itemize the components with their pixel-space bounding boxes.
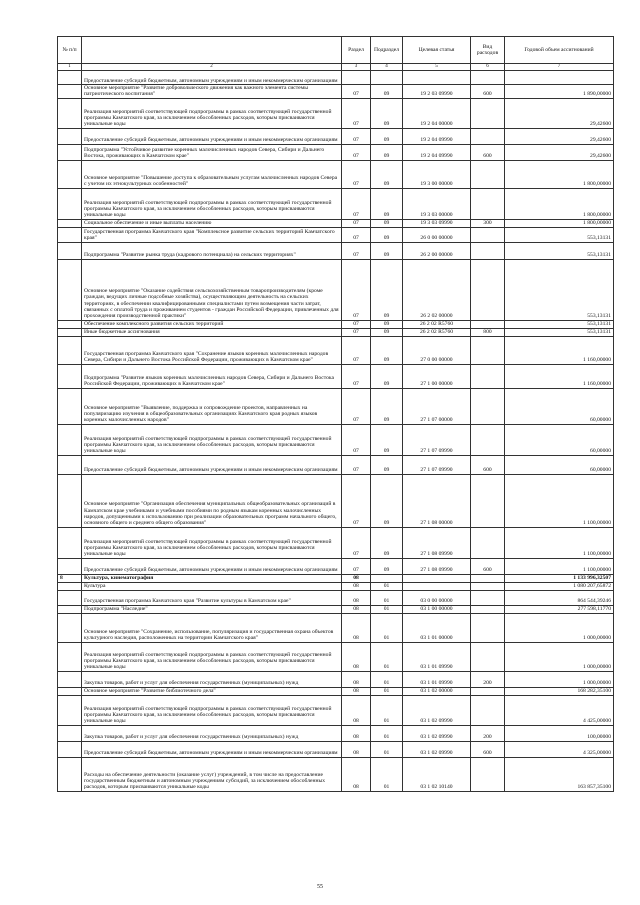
row-number-cell bbox=[58, 671, 82, 687]
col-header-amount: Годовой объем ассигнований bbox=[505, 37, 614, 64]
row-section-cell: 07 bbox=[342, 160, 371, 188]
row-amount-cell: 60,00000 bbox=[505, 455, 614, 474]
col-number: 5 bbox=[403, 64, 471, 71]
row-amount-cell: 553,13131 bbox=[505, 227, 614, 242]
table-row bbox=[58, 671, 614, 687]
row-expense-type-cell bbox=[471, 364, 505, 388]
row-amount-cell: 4 325,00000 bbox=[505, 741, 614, 757]
row-amount-cell: 60,00000 bbox=[505, 424, 614, 455]
col-number: 2 bbox=[82, 64, 342, 71]
row-name-cell: Реализация мероприятий соответствующей подпрограммы в рамках соответствующей государственной программы Камчатского края, за исключением обособленных расходов, которым присваиваются уникальные коды bbox=[82, 424, 342, 455]
row-subsection-cell: 01 bbox=[371, 590, 403, 605]
row-number-cell bbox=[58, 757, 82, 791]
row-section-cell: 08 bbox=[342, 590, 371, 605]
row-name-cell: Культура bbox=[82, 582, 342, 590]
row-target-article-cell: 19 2 03 09990 bbox=[403, 85, 471, 99]
row-expense-type-cell bbox=[471, 336, 505, 364]
row-name-cell: Основное мероприятие "Оказание содействия сельскохозяйственным товаропроизводителям (кроме граждан, ведущих личные подсобные хозяйства), осуществляющим деятельность на сельских территориях, в обеспечении квалифицированными специалистами путем возмещения части затрат, связанных с оплатой труда и проживанием студентов - граждан Российской Федерации, привлеченных для прохождения производственной практики" bbox=[82, 259, 342, 320]
row-name-cell: Основное мероприятие "Сохранение, использование, популяризация и государственная охрана объектов культурного наследия, расположенных на территории Камчатского края" bbox=[82, 613, 342, 642]
col-number: 6 bbox=[471, 64, 505, 71]
row-target-article-cell: 27 1 07 00000 bbox=[403, 388, 471, 424]
row-expense-type-cell bbox=[471, 605, 505, 613]
row-number-cell bbox=[58, 725, 82, 741]
row-section-cell: 07 bbox=[342, 188, 371, 219]
budget-table bbox=[57, 36, 614, 792]
table-row bbox=[58, 160, 614, 188]
row-number-cell bbox=[58, 259, 82, 320]
row-amount-cell: 1 100,00000 bbox=[505, 474, 614, 527]
table-row bbox=[58, 328, 614, 336]
row-name-cell: Государственная программа Камчатского края "Комплексное развитие сельских территорий Камчатского края" bbox=[82, 227, 342, 242]
table-row bbox=[58, 642, 614, 671]
row-section-cell: 07 bbox=[342, 328, 371, 336]
row-target-article-cell: 19 2 04 09990 bbox=[403, 144, 471, 160]
row-target-article-cell: 27 0 00 00000 bbox=[403, 336, 471, 364]
column-number-row bbox=[58, 64, 614, 71]
row-amount-cell: 277 598,11770 bbox=[505, 605, 614, 613]
row-amount-cell: 1 160,00000 bbox=[505, 364, 614, 388]
row-target-article-cell: 03 1 00 00000 bbox=[403, 605, 471, 613]
row-subsection-cell: 01 bbox=[371, 613, 403, 642]
table-row bbox=[58, 85, 614, 99]
row-section-cell: 08 bbox=[342, 671, 371, 687]
row-subsection-cell: 09 bbox=[371, 98, 403, 128]
row-expense-type-cell: 600 bbox=[471, 144, 505, 160]
row-amount-cell: 1 890,00000 bbox=[505, 85, 614, 99]
row-number-cell bbox=[58, 219, 82, 227]
row-section-cell: 07 bbox=[342, 320, 371, 328]
row-target-article-cell bbox=[403, 574, 471, 582]
row-subsection-cell: 09 bbox=[371, 227, 403, 242]
row-expense-type-cell bbox=[471, 128, 505, 144]
row-name-cell: Государственная программа Камчатского края "Сохранение языков коренных малочисленных народов Севера, Сибири и Дальнего Востока Российской Федерации, проживающих в Камчатском крае" bbox=[82, 336, 342, 364]
row-name-cell: Основное мероприятие "Организация обеспечения муниципальных общеобразовательных организаций в Камчатском крае учебниками и учебными пособиями по родным языкам коренных малочисленных народов, допущенными к использованию при реализации образовательных программ начального общего, основного общего и среднего общего образования" bbox=[82, 474, 342, 527]
row-section-cell: 07 bbox=[342, 455, 371, 474]
row-subsection-cell: 09 bbox=[371, 328, 403, 336]
row-section-cell: 07 bbox=[342, 144, 371, 160]
row-section-cell: 08 bbox=[342, 757, 371, 791]
table-row bbox=[58, 128, 614, 144]
row-expense-type-cell bbox=[471, 160, 505, 188]
row-name-cell: Реализация мероприятий соответствующей подпрограммы в рамках соответствующей государственной программы Камчатского края, за исключением обособленных расходов, которым присваиваются уникальные коды bbox=[82, 527, 342, 558]
row-name-cell: Предоставление субсидий бюджетным, автономным учреждениям и иным некоммерческим организациям bbox=[82, 558, 342, 574]
row-name-cell: Расходы на обеспечение деятельности (оказание услуг) учреждений, в том числе на предоставление государственным бюджетным и автономным учреждениям субсидий, за исключением обособленных расходов, которым присваиваются уникальные коды bbox=[82, 757, 342, 791]
row-number-cell bbox=[58, 98, 82, 128]
row-amount-cell: 1 160,00000 bbox=[505, 336, 614, 364]
row-number-cell bbox=[58, 582, 82, 590]
row-expense-type-cell bbox=[471, 242, 505, 259]
row-expense-type-cell: 800 bbox=[471, 328, 505, 336]
row-amount-cell: 1 000,00000 bbox=[505, 642, 614, 671]
row-subsection-cell: 09 bbox=[371, 188, 403, 219]
row-name-cell: Закупка товаров, работ и услуг для обеспечения государственных (муниципальных) нужд bbox=[82, 671, 342, 687]
row-subsection-cell: 09 bbox=[371, 219, 403, 227]
row-section-cell: 08 bbox=[342, 613, 371, 642]
row-expense-type-cell bbox=[471, 757, 505, 791]
col-header-number: № п/п bbox=[58, 37, 82, 64]
row-expense-type-cell bbox=[471, 695, 505, 725]
row-name-cell: Предоставление субсидий бюджетным, автономным учреждениям и иным некоммерческим организациям bbox=[82, 128, 342, 144]
row-expense-type-cell bbox=[471, 98, 505, 128]
row-section-cell: 07 bbox=[342, 558, 371, 574]
row-section-cell: 07 bbox=[342, 474, 371, 527]
row-section-cell: 07 bbox=[342, 424, 371, 455]
row-amount-cell: 1 800,00000 bbox=[505, 219, 614, 227]
row-expense-type-cell bbox=[471, 590, 505, 605]
row-amount-cell: 1 100,00000 bbox=[505, 558, 614, 574]
table-row bbox=[58, 219, 614, 227]
row-expense-type-cell bbox=[471, 613, 505, 642]
table-row bbox=[58, 741, 614, 757]
row-target-article-cell bbox=[403, 582, 471, 590]
row-number-cell bbox=[58, 364, 82, 388]
row-name-cell: Предоставление субсидий бюджетным, автономным учреждениям и иным некоммерческим организациям bbox=[82, 455, 342, 474]
row-name-cell: Основное мероприятие "Развитие библиотечного дела" bbox=[82, 687, 342, 695]
row-subsection-cell: 09 bbox=[371, 259, 403, 320]
row-name-cell: Подпрограмма "Развитие рынка труда (кадрового потенциала) на сельских территориях" bbox=[82, 242, 342, 259]
row-section-cell bbox=[342, 71, 371, 85]
table-row bbox=[58, 320, 614, 328]
row-number-cell bbox=[58, 605, 82, 613]
row-number-cell bbox=[58, 424, 82, 455]
row-subsection-cell bbox=[371, 71, 403, 85]
row-target-article-cell: 03 1 01 09990 bbox=[403, 671, 471, 687]
row-target-article-cell: 27 1 00 00000 bbox=[403, 364, 471, 388]
row-subsection-cell: 09 bbox=[371, 242, 403, 259]
row-subsection-cell: 09 bbox=[371, 558, 403, 574]
row-amount-cell: 553,13131 bbox=[505, 242, 614, 259]
row-section-cell: 08 bbox=[342, 582, 371, 590]
row-amount-cell: 1 080 207,65872 bbox=[505, 582, 614, 590]
row-section-cell: 07 bbox=[342, 85, 371, 99]
row-number-cell bbox=[58, 144, 82, 160]
row-name-cell: Подпрограмма "Устойчивое развитие коренных малочисленных народов Севера, Сибири и Дальнего Востока, проживающих в Камчатском крае" bbox=[82, 144, 342, 160]
row-number-cell bbox=[58, 474, 82, 527]
row-amount-cell: 100,00000 bbox=[505, 725, 614, 741]
table-row bbox=[58, 558, 614, 574]
table-row bbox=[58, 364, 614, 388]
row-name-cell: Государственная программа Камчатского края "Развитие культуры в Камчатском крае" bbox=[82, 590, 342, 605]
row-amount-cell: 163 857,35100 bbox=[505, 757, 614, 791]
row-number-cell bbox=[58, 71, 82, 85]
row-amount-cell: 864 544,39246 bbox=[505, 590, 614, 605]
row-expense-type-cell bbox=[471, 388, 505, 424]
row-name-cell: Подпрограмма "Развитие языков коренных малочисленных народов Севера, Сибири и Дальнего Востока Российской Федерации, проживающих в Камчатском крае" bbox=[82, 364, 342, 388]
row-amount-cell bbox=[505, 71, 614, 85]
col-header-name bbox=[82, 37, 342, 64]
row-expense-type-cell bbox=[471, 642, 505, 671]
row-name-cell: Основное мероприятие "Повышение доступа к образовательным услугам малочисленных народов Севера с учетом их этнокультурных особенностей" bbox=[82, 160, 342, 188]
row-subsection-cell bbox=[371, 574, 403, 582]
row-amount-cell: 29,42600 bbox=[505, 98, 614, 128]
row-section-cell: 07 bbox=[342, 259, 371, 320]
row-amount-cell: 553,13131 bbox=[505, 259, 614, 320]
row-name-cell: Обеспечение комплексного развития сельских территорий bbox=[82, 320, 342, 328]
row-section-cell: 08 bbox=[342, 642, 371, 671]
row-target-article-cell: 19 3 03 09990 bbox=[403, 219, 471, 227]
row-target-article-cell: 27 1 08 09990 bbox=[403, 527, 471, 558]
row-subsection-cell: 01 bbox=[371, 605, 403, 613]
table-row bbox=[58, 98, 614, 128]
table-row bbox=[58, 424, 614, 455]
row-target-article-cell bbox=[403, 71, 471, 85]
page-number: 55 bbox=[317, 884, 323, 890]
row-number-cell bbox=[58, 328, 82, 336]
row-amount-cell: 4 425,00000 bbox=[505, 695, 614, 725]
row-subsection-cell: 01 bbox=[371, 725, 403, 741]
row-number-cell bbox=[58, 320, 82, 328]
row-name-cell: Основное мероприятие "Выявление, поддержка и сопровождение проектов, направленных на популяризацию изучения в общеобразовательных организациях Камчатского края родных языков коренных малочисленных народов" bbox=[82, 388, 342, 424]
table-row bbox=[58, 336, 614, 364]
row-target-article-cell: 03 1 02 09990 bbox=[403, 725, 471, 741]
row-expense-type-cell bbox=[471, 227, 505, 242]
row-section-cell: 07 bbox=[342, 527, 371, 558]
row-number-cell bbox=[58, 85, 82, 99]
table-row bbox=[58, 259, 614, 320]
row-section-cell: 07 bbox=[342, 219, 371, 227]
row-section-cell: 07 bbox=[342, 128, 371, 144]
row-expense-type-cell: 200 bbox=[471, 725, 505, 741]
row-expense-type-cell bbox=[471, 188, 505, 219]
row-number-cell bbox=[58, 558, 82, 574]
col-number: 7 bbox=[505, 64, 614, 71]
table-row bbox=[58, 455, 614, 474]
table-row bbox=[58, 590, 614, 605]
row-subsection-cell: 09 bbox=[371, 527, 403, 558]
row-number-cell bbox=[58, 695, 82, 725]
row-number-cell bbox=[58, 128, 82, 144]
row-section-cell: 08 bbox=[342, 687, 371, 695]
row-subsection-cell: 01 bbox=[371, 642, 403, 671]
row-target-article-cell: 03 1 01 00000 bbox=[403, 613, 471, 642]
row-section-cell: 07 bbox=[342, 388, 371, 424]
row-expense-type-cell: 600 bbox=[471, 741, 505, 757]
row-amount-cell: 1 800,00000 bbox=[505, 188, 614, 219]
row-expense-type-cell bbox=[471, 582, 505, 590]
row-name-cell: Закупка товаров, работ и услуг для обеспечения государственных (муниципальных) нужд bbox=[82, 725, 342, 741]
row-section-cell: 07 bbox=[342, 364, 371, 388]
row-subsection-cell: 09 bbox=[371, 128, 403, 144]
row-subsection-cell: 09 bbox=[371, 144, 403, 160]
row-target-article-cell: 19 2 04 09990 bbox=[403, 128, 471, 144]
row-subsection-cell: 09 bbox=[371, 455, 403, 474]
row-amount-cell: 29,42600 bbox=[505, 144, 614, 160]
row-number-cell bbox=[58, 642, 82, 671]
row-amount-cell: 553,13131 bbox=[505, 320, 614, 328]
row-subsection-cell: 09 bbox=[371, 474, 403, 527]
row-section-cell: 07 bbox=[342, 227, 371, 242]
row-number-cell bbox=[58, 687, 82, 695]
row-expense-type-cell: 600 bbox=[471, 85, 505, 99]
row-amount-cell: 1 000,00000 bbox=[505, 671, 614, 687]
row-subsection-cell: 01 bbox=[371, 671, 403, 687]
row-target-article-cell: 27 1 08 09990 bbox=[403, 558, 471, 574]
row-name-cell: Иные бюджетные ассигнования bbox=[82, 328, 342, 336]
row-name-cell: Социальное обеспечение и иные выплаты населению bbox=[82, 219, 342, 227]
row-expense-type-cell bbox=[471, 574, 505, 582]
row-subsection-cell: 01 bbox=[371, 757, 403, 791]
row-number-cell bbox=[58, 242, 82, 259]
row-amount-cell: 29,42600 bbox=[505, 128, 614, 144]
row-target-article-cell: 03 1 02 09990 bbox=[403, 741, 471, 757]
row-amount-cell: 1 800,00000 bbox=[505, 160, 614, 188]
row-section-cell: 07 bbox=[342, 336, 371, 364]
row-target-article-cell: 03 1 02 09990 bbox=[403, 695, 471, 725]
row-subsection-cell: 09 bbox=[371, 320, 403, 328]
table-body bbox=[58, 71, 614, 792]
row-number-cell bbox=[58, 336, 82, 364]
row-subsection-cell: 09 bbox=[371, 336, 403, 364]
row-amount-cell: 60,00000 bbox=[505, 388, 614, 424]
row-expense-type-cell bbox=[471, 687, 505, 695]
row-expense-type-cell bbox=[471, 320, 505, 328]
row-name-cell: Предоставление субсидий бюджетным, автономным учреждениям и иным некоммерческим организациям bbox=[82, 71, 342, 85]
table-row bbox=[58, 725, 614, 741]
row-expense-type-cell: 600 bbox=[471, 455, 505, 474]
row-expense-type-cell bbox=[471, 527, 505, 558]
row-subsection-cell: 09 bbox=[371, 424, 403, 455]
col-header-expense-type: Вид расходов bbox=[471, 37, 505, 64]
row-target-article-cell: 03 0 00 00000 bbox=[403, 590, 471, 605]
row-name-cell: Культура, кинематография bbox=[82, 574, 342, 582]
row-expense-type-cell bbox=[471, 259, 505, 320]
row-subsection-cell: 09 bbox=[371, 160, 403, 188]
col-header-section: Раздел bbox=[342, 37, 371, 64]
row-target-article-cell: 26 0 00 00000 bbox=[403, 227, 471, 242]
row-target-article-cell: 27 1 07 09990 bbox=[403, 455, 471, 474]
table-row bbox=[58, 527, 614, 558]
row-target-article-cell: 19 3 00 00000 bbox=[403, 160, 471, 188]
table-row bbox=[58, 582, 614, 590]
row-subsection-cell: 09 bbox=[371, 388, 403, 424]
row-section-cell: 08 bbox=[342, 695, 371, 725]
row-amount-cell: 1 133 996,32507 bbox=[505, 574, 614, 582]
table-row bbox=[58, 695, 614, 725]
row-number-cell bbox=[58, 613, 82, 642]
row-number-cell bbox=[58, 741, 82, 757]
row-amount-cell: 1 100,00000 bbox=[505, 527, 614, 558]
row-name-cell: Реализация мероприятий соответствующей подпрограммы в рамках соответствующей государственной программы Камчатского края, за исключением обособленных расходов, которым присваиваются уникальные коды bbox=[82, 188, 342, 219]
row-section-cell: 08 bbox=[342, 605, 371, 613]
table-row bbox=[58, 605, 614, 613]
col-header-subsection: Подраздел bbox=[371, 37, 403, 64]
table-row bbox=[58, 757, 614, 791]
col-header-target-article: Целевая статья bbox=[403, 37, 471, 64]
table-row bbox=[58, 687, 614, 695]
table-row bbox=[58, 242, 614, 259]
row-number-cell bbox=[58, 590, 82, 605]
row-target-article-cell: 26 2 02 R5760 bbox=[403, 320, 471, 328]
table-row bbox=[58, 144, 614, 160]
row-subsection-cell: 09 bbox=[371, 364, 403, 388]
row-subsection-cell: 01 bbox=[371, 695, 403, 725]
row-name-cell: Реализация мероприятий соответствующей подпрограммы в рамках соответствующей государственной программы Камчатского края, за исключением обособленных расходов, которым присваиваются уникальные коды bbox=[82, 642, 342, 671]
table-header-row bbox=[58, 37, 614, 64]
row-number-cell bbox=[58, 527, 82, 558]
row-target-article-cell: 26 2 02 00000 bbox=[403, 259, 471, 320]
row-number-cell: 8 bbox=[58, 574, 82, 582]
row-target-article-cell: 27 1 07 09990 bbox=[403, 424, 471, 455]
row-expense-type-cell bbox=[471, 474, 505, 527]
table-row bbox=[58, 71, 614, 85]
row-name-cell: Реализация мероприятий соответствующей подпрограммы в рамках соответствующей государственной программы Камчатского края, за исключением обособленных расходов, которым присваиваются уникальные коды bbox=[82, 98, 342, 128]
row-expense-type-cell: 200 bbox=[471, 671, 505, 687]
row-number-cell bbox=[58, 455, 82, 474]
row-expense-type-cell bbox=[471, 424, 505, 455]
row-expense-type-cell: 300 bbox=[471, 219, 505, 227]
row-target-article-cell: 27 1 08 00000 bbox=[403, 474, 471, 527]
row-name-cell: Реализация мероприятий соответствующей подпрограммы в рамках соответствующей государственной программы Камчатского края, за исключением обособленных расходов, которым присваиваются уникальные коды bbox=[82, 695, 342, 725]
row-subsection-cell: 09 bbox=[371, 85, 403, 99]
row-section-cell: 07 bbox=[342, 242, 371, 259]
row-section-cell: 08 bbox=[342, 574, 371, 582]
row-name-cell: Подпрограмма "Наследие" bbox=[82, 605, 342, 613]
table-row bbox=[58, 388, 614, 424]
row-section-cell: 08 bbox=[342, 725, 371, 741]
table-row bbox=[58, 227, 614, 242]
row-subsection-cell: 01 bbox=[371, 687, 403, 695]
row-target-article-cell: 03 1 01 09990 bbox=[403, 642, 471, 671]
col-number: 1 bbox=[58, 64, 82, 71]
row-amount-cell: 553,13131 bbox=[505, 328, 614, 336]
row-target-article-cell: 19 2 04 00000 bbox=[403, 98, 471, 128]
table-row bbox=[58, 574, 614, 582]
row-name-cell: Основное мероприятие "Развитие добровольческого движения как важного элемента системы патриотического воспитания" bbox=[82, 85, 342, 99]
row-name-cell: Предоставление субсидий бюджетным, автономным учреждениям и иным некоммерческим организациям bbox=[82, 741, 342, 757]
row-expense-type-cell bbox=[471, 71, 505, 85]
table-row bbox=[58, 188, 614, 219]
row-number-cell bbox=[58, 227, 82, 242]
row-target-article-cell: 26 2 02 R5760 bbox=[403, 328, 471, 336]
row-target-article-cell: 26 2 00 00000 bbox=[403, 242, 471, 259]
row-number-cell bbox=[58, 388, 82, 424]
col-number: 3 bbox=[342, 64, 371, 71]
row-target-article-cell: 19 3 03 00000 bbox=[403, 188, 471, 219]
row-number-cell bbox=[58, 160, 82, 188]
row-amount-cell: 168 282,35100 bbox=[505, 687, 614, 695]
row-subsection-cell: 01 bbox=[371, 582, 403, 590]
row-number-cell bbox=[58, 188, 82, 219]
row-amount-cell: 1 000,00000 bbox=[505, 613, 614, 642]
row-section-cell: 07 bbox=[342, 98, 371, 128]
table-row bbox=[58, 613, 614, 642]
table-row bbox=[58, 474, 614, 527]
col-number: 4 bbox=[371, 64, 403, 71]
row-section-cell: 08 bbox=[342, 741, 371, 757]
row-target-article-cell: 03 1 02 00000 bbox=[403, 687, 471, 695]
row-subsection-cell: 01 bbox=[371, 741, 403, 757]
row-target-article-cell: 03 1 02 10140 bbox=[403, 757, 471, 791]
row-expense-type-cell: 600 bbox=[471, 558, 505, 574]
